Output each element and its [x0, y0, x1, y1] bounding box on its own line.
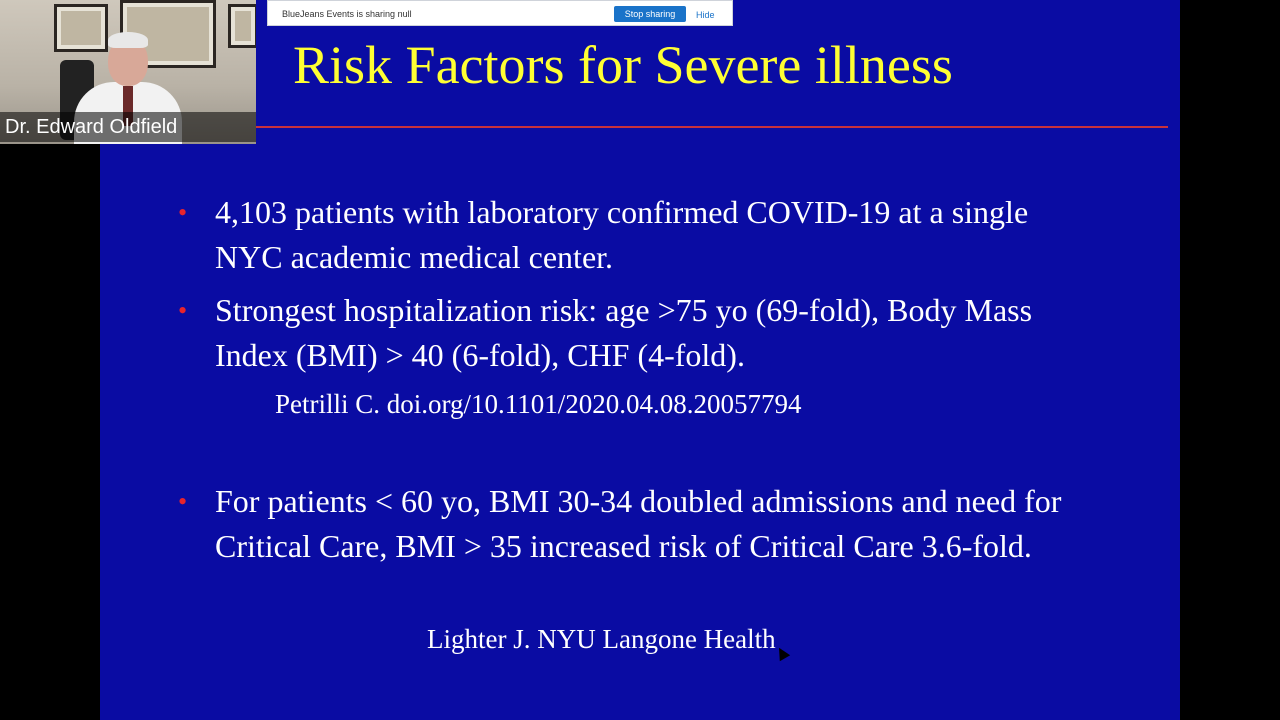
- presentation-slide: [100, 0, 1180, 720]
- wall-picture: [228, 4, 256, 48]
- share-status-text: BlueJeans Events is sharing null: [282, 9, 412, 19]
- screen-share-notification-bar: [267, 0, 733, 26]
- wall-picture: [54, 4, 108, 52]
- presenter-hair: [108, 32, 148, 48]
- bullet-marker: •: [178, 487, 188, 516]
- bullet-text: For patients < 60 yo, BMI 30-34 doubled admissions and need for Critical Care, BMI > 35 increased risk of Critical Care 3.6-fold.: [215, 483, 1062, 564]
- bullet-text: Strongest hospitalization risk: age >75 yo (69-fold), Body Mass Index (BMI) > 40 (6-fold), CHF (4-fold).: [215, 292, 1033, 373]
- presenter-name-label: Dr. Edward Oldfield: [0, 112, 256, 142]
- title-divider: [255, 126, 1168, 128]
- bullet-marker: •: [178, 198, 188, 227]
- slide-title: Risk Factors for Severe illness: [293, 35, 953, 95]
- hide-button[interactable]: Hide: [696, 10, 715, 20]
- bullet-text: 4,103 patients with laboratory confirmed COVID-19 at a single NYC academic medical center.: [215, 194, 1029, 275]
- stop-sharing-button[interactable]: Stop sharing: [614, 6, 686, 22]
- citation-petrilli: Petrilli C. doi.org/10.1101/2020.04.08.20057794: [275, 389, 802, 419]
- presenter-video: [0, 0, 256, 144]
- citation-lighter: Lighter J. NYU Langone Health: [427, 624, 776, 654]
- bullet-marker: •: [178, 296, 188, 325]
